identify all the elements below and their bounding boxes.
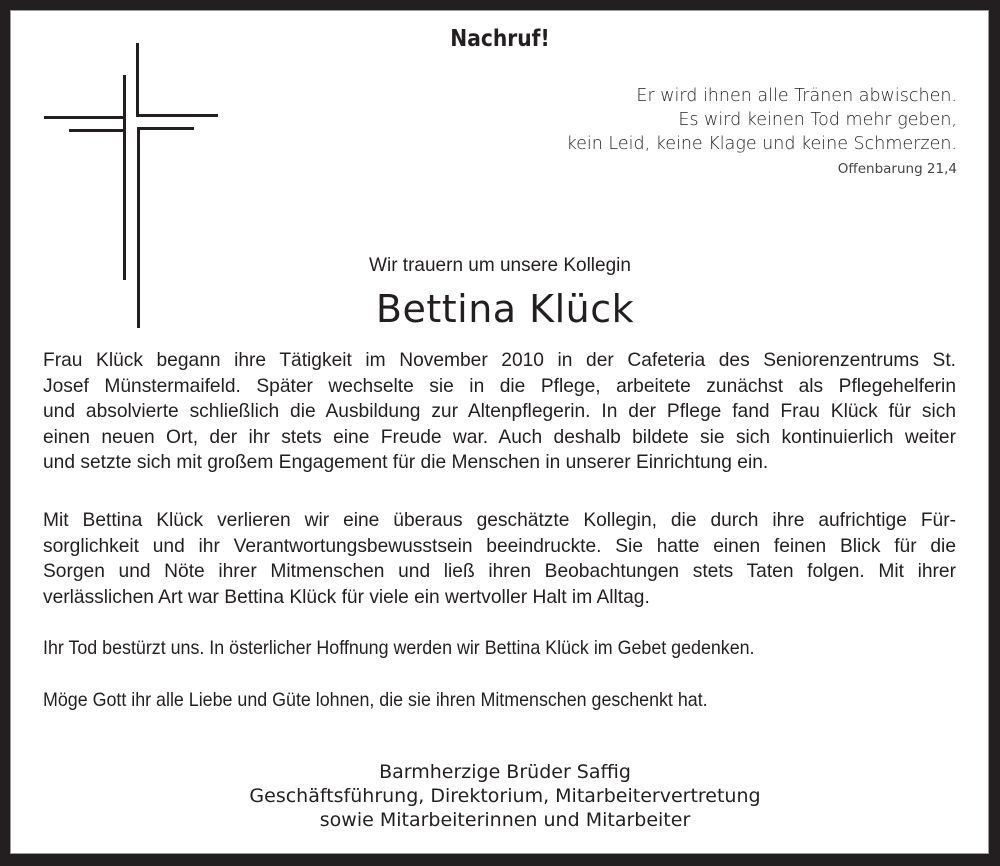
paragraph-tribute	[43, 508, 956, 610]
paragraph-line: und setzte sich mit großem Engagement für die Menschen in unserer Einrichtung ein.	[43, 452, 769, 473]
bible-verse	[567, 84, 957, 156]
intro-line: Wir trauern um unsere Kollegin	[369, 255, 631, 276]
signature-block	[0, 760, 1000, 832]
paragraph-line: Mit Bettina Klück verlieren wir eine überaus geschätzte Kollegin, die durch ihre aufrichtige Für-	[43, 510, 956, 531]
signature-line: Barmherzige Brüder Saffig	[379, 761, 631, 783]
paragraph-line: verlässlichen Art war Bettina Klück für viele ein wertvoller Halt im Alltag.	[43, 586, 650, 608]
deceased-name: Bettina Klück	[375, 287, 635, 331]
paragraph-line: einen neuen Ort, der ihr stets eine Freude war. Auch deshalb bildete sie sich kontinuierlich weiter	[43, 426, 956, 448]
paragraph-line: sorglichkeit und ihr Verantwortungsbewusstsein beeindruckte. Sie hatte einen feinen Blick für die	[43, 535, 956, 557]
paragraph-line: Josef Münstermaifeld. Später wechselte sie in die Pflege, arbeitete zunächst als Pflegehelferin	[43, 375, 956, 397]
paragraph-line: Frau Klück begann ihre Tätigkeit im November 2010 in der Cafeteria des Seniorenzentrums St.	[43, 350, 956, 371]
paragraph-line: und absolvierte schließlich die Ausbildung zur Altenpflegerin. In der Pflege fand Frau Klück für sich	[43, 401, 956, 422]
paragraph-line: Sorgen und Nöte ihrer Mitmenschen und ließ ihren Beobachtungen stets Taten folgen. Mit ihrer	[43, 561, 956, 582]
verse-line: Er wird ihnen alle Tränen abwischen.	[636, 86, 957, 106]
verse-line: kein Leid, keine Klage und keine Schmerzen.	[566, 134, 957, 154]
signature-line: Geschäftsführung, Direktorium, Mitarbeitervertretung	[249, 785, 761, 807]
page-title: Nachruf!	[450, 26, 550, 52]
verse-reference: Offenbarung 21,4	[837, 161, 957, 177]
paragraph-condolence: Ihr Tod bestürzt uns. In österlicher Hoffnung werden wir Bettina Klück im Gebet gedenken.	[43, 638, 755, 659]
verse-line: Es wird keinen Tod mehr geben,	[678, 110, 957, 130]
paragraph-blessing: Möge Gott ihr alle Liebe und Güte lohnen, die sie ihren Mitmenschen geschenkt hat.	[43, 690, 708, 711]
paragraph-career	[43, 348, 956, 476]
signature-line: sowie Mitarbeiterinnen und Mitarbeiter	[319, 809, 691, 831]
